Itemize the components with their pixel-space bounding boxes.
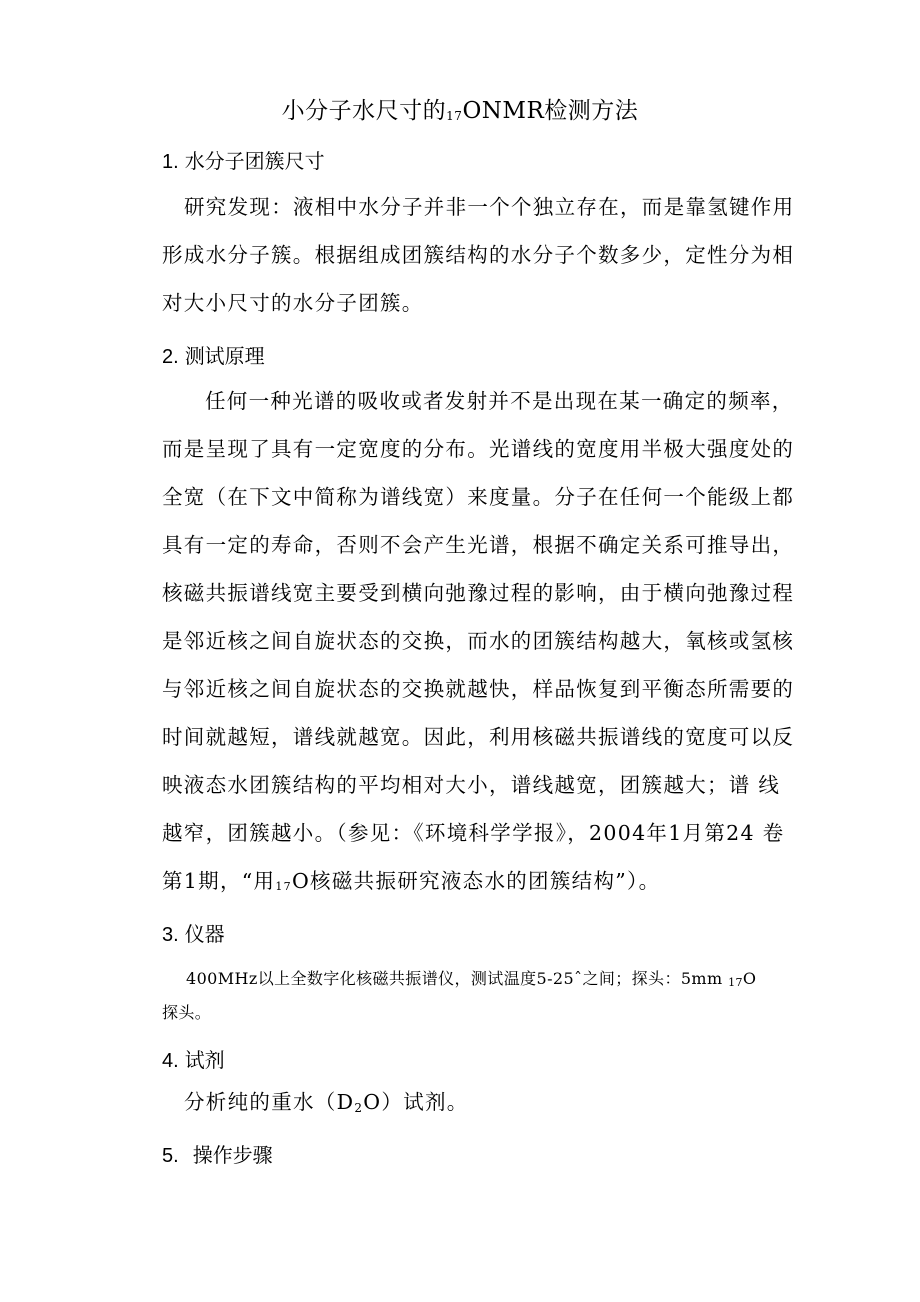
section-number: 2. (162, 346, 179, 368)
line-text-pre: 400MHz以上全数字化核磁共振谱仪，测试温度5-25ˆ之间；探头：5mm (186, 969, 729, 988)
section-4-line-1 (184, 1078, 469, 1129)
isotope-number: 17 (728, 976, 743, 989)
line-text-pre: 分析纯的重水（D (184, 1090, 355, 1114)
section-3-line-1 (186, 960, 756, 999)
section-2-line-10: 越窄，团簇越小。（参见：《环境科学学报》，2004年1月第24 卷 (162, 821, 785, 845)
line-text-post: O (742, 969, 757, 988)
section-2-line-11 (162, 857, 660, 909)
section-2-heading (162, 340, 265, 369)
section-2-line-4: 具有一定的寿命，否则不会产生光谱，根据不确定关系可推导出， (162, 533, 795, 557)
line-text-post: O核磁共振研究液态水的团簇结构”）。 (291, 869, 661, 893)
section-5-heading (162, 1139, 273, 1168)
line-text-pre: 第1期，“用 (162, 869, 276, 893)
section-3-heading (162, 918, 225, 947)
title-isotope: 17 (446, 109, 463, 123)
line-text-post: O）试剂。 (363, 1090, 469, 1114)
section-title: 测试原理 (184, 344, 265, 368)
subscript-number: 2 (354, 1101, 364, 1115)
section-2-line-1: 任何一种光谱的吸收或者发射并不是出现在某一确定的频率， (205, 389, 794, 413)
section-2-line-5: 核磁共振谱线宽主要受到横向弛豫过程的影响，由于横向弛豫过程 (162, 581, 795, 605)
section-number: 3. (162, 924, 179, 946)
section-3-line-2: 探头。 (162, 1003, 212, 1022)
section-1-line-2: 形成水分子簇。根据组成团簇结构的水分子个数多少，定性分为相 (162, 243, 795, 267)
section-title: 仪器 (184, 922, 225, 946)
section-number: 5. (162, 1145, 179, 1167)
section-2-line-2: 而是呈现了具有一定宽度的分布。光谱线的宽度用半极大强度处的 (162, 437, 795, 461)
title-text-pre: 小分子水尺寸的 (281, 98, 447, 124)
section-number: 4. (162, 1050, 179, 1072)
section-title: 水分子团簇尺寸 (184, 149, 325, 173)
section-1-line-3: 对大小尺寸的水分子团簇。 (162, 291, 424, 315)
section-number: 1. (162, 151, 179, 173)
section-2-line-9: 映液态水团簇结构的平均相对大小，谱线越宽，团簇越大；谱 线 (162, 773, 781, 797)
isotope-number: 17 (275, 880, 292, 893)
document-title (0, 92, 920, 125)
title-text-post: ONMR检测方法 (462, 98, 639, 124)
section-2-line-3: 全宽（在下文中简称为谱线宽）来度量。分子在任何一个能级上都 (162, 485, 795, 509)
section-2-line-7: 与邻近核之间自旋状态的交换就越快，样品恢复到平衡态所需要的 (162, 677, 795, 701)
section-1-line-1: 研究发现：液相中水分子并非一个个独立存在，而是靠氢键作用 (184, 195, 795, 219)
section-2-line-6: 是邻近核之间自旋状态的交换，而水的团簇结构越大，氧核或氢核 (162, 629, 795, 653)
section-title: 操作步骤 (192, 1143, 273, 1167)
section-title: 试剂 (184, 1048, 225, 1072)
section-1-heading (162, 145, 325, 174)
section-4-heading (162, 1044, 225, 1073)
section-2-line-8: 时间就越短，谱线就越宽。因此，利用核磁共振谱线的宽度可以反 (162, 725, 795, 749)
